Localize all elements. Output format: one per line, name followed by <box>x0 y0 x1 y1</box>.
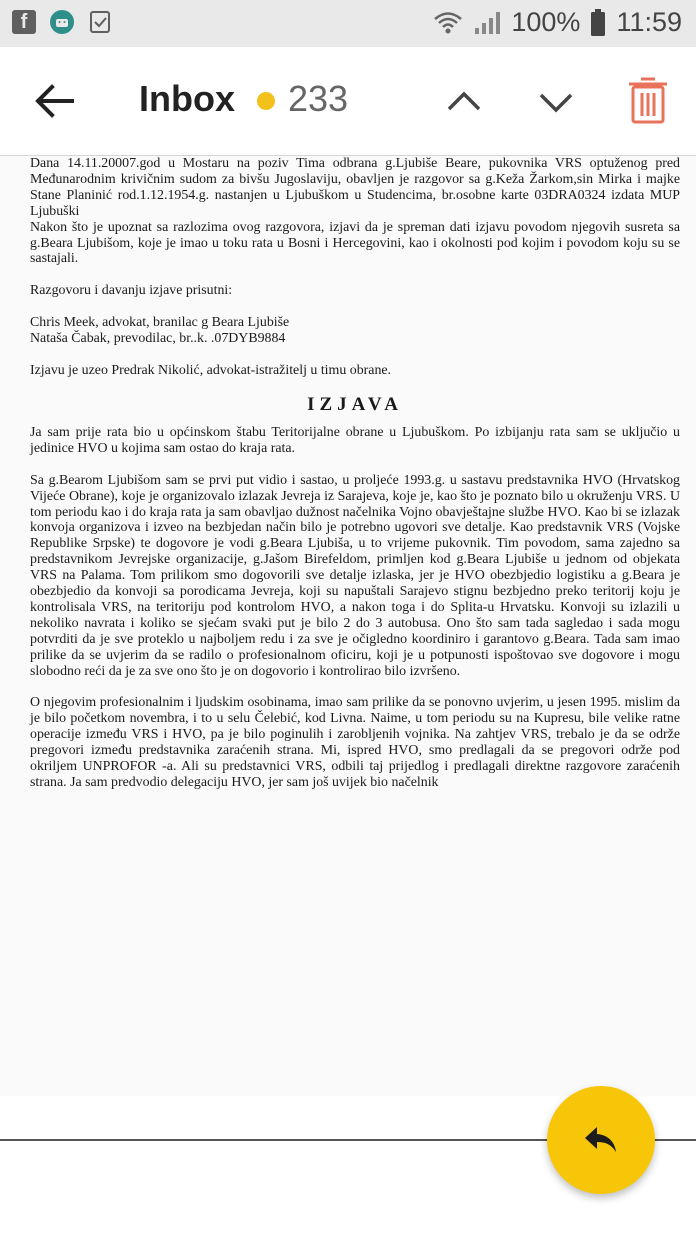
checkbox-icon <box>88 10 112 34</box>
delete-trash-icon[interactable] <box>626 75 670 125</box>
wifi-icon <box>433 10 463 36</box>
signal-icon <box>473 10 501 36</box>
notification-icons <box>12 10 112 34</box>
document-page <box>30 156 680 791</box>
body-paragraph: O njegovim profesionalnim i ljudskim osobinama, imao sam prilike da se ponovno uvjerim, u jesen 1995. mislim da je bilo početkom novembra, i to u selu Čelebić, kod Livna. Naime, u tom periodu su na Kupresu, bile velike ratne operacije između VRS i HVO, pa je bilo poginulih i zarobljenih vojnika. Na zahtjev VRS, trebalo je da se održe pregovori između predstavnika zaraćenih strana. Mi, ispred HVO, smo predlagali da se pregovori održe pod okriljem UNPROFOR -a. Ali su predstavnici VRS, odbili taj prijedlog i predlagali direktne razgovore zaraćenih strana. Ja sam predvodio delegaciju HVO, jer sam još uvijek bio načelnik <box>30 695 680 790</box>
present-label: Razgovoru i davanju izjave prisutni: <box>30 283 233 299</box>
attachment-document-view[interactable] <box>0 156 696 1096</box>
reply-icon <box>583 1125 619 1155</box>
back-arrow-icon[interactable] <box>34 83 74 119</box>
battery-icon <box>590 9 606 37</box>
present-person: Nataša Čabak, prevodilac, br..k. .07DYB9884 <box>30 331 286 347</box>
next-message-chevron-down-icon[interactable] <box>538 87 574 117</box>
battery-percent: 100% <box>511 7 581 37</box>
page-title: Inbox <box>139 78 235 119</box>
present-person: Chris Meek, advokat, branilac g Beara Ljubiše <box>30 315 290 331</box>
facebook-icon: f <box>12 10 36 34</box>
android-icon <box>50 10 74 34</box>
intro-paragraph: Nakon što je upoznat sa razlozima ovog razgovora, izjavi da je spreman dati izjavu povodom njegovih susreta sa g.Beara Ljubišom, koje je imao u toku rata u Bosni i Hercegovini, kao i okolnosti pod kojim i povodom koju su se sastajali. <box>30 219 680 267</box>
intro-paragraph: Dana 14.11.20007.god u Mostaru na poziv Tima odbrana g.Ljubiše Beare, pukovnika VRS optuženog pred Međunarodnim krivičnim sudom za bivšu Jugoslaviju, obavljen je razgovor sa g.Keža Žarkom,sin Mirka i majke Stane Planinić rod.1.12.1954.g. nastanjen u Ljubuškom u Studencima, br.osobne karte 03DRA0324 izdata MUP Ljubuški <box>30 156 680 219</box>
status-bar <box>0 0 696 47</box>
body-paragraph: Ja sam prije rata bio u općinskom štabu Teritorijalne obrane u Ljubuškom. Po izbijanju rata sam se uključio u jedinice HVO u kojima sam ostao do kraja rata. <box>30 424 680 456</box>
previous-message-chevron-up-icon[interactable] <box>446 85 482 115</box>
clock: 11:59 <box>616 7 682 37</box>
reply-button[interactable] <box>547 1086 655 1194</box>
taken-by: Izjavu je uzeo Predrak Nikolić, advokat-istražitelj u timu obrane. <box>30 363 392 379</box>
system-status <box>433 7 682 38</box>
unread-count: 233 <box>288 78 349 119</box>
body-paragraph: Sa g.Bearom Ljubišom sam se prvi put vidio i sastao, u proljeće 1993.g. u sastavu predstavnika HVO (Hrvatskog Vijeće Obrane), koje je organizovalo izlazak Jevreja iz Sarajeva, koje je, kao što je poznato bilo u okruženju VRS. U tom periodu kao i do kraja rata ja sam obavljao dužnost načelnika Vojno obavještajne službe HVO. Kao bi se izlazak konvoja organizova i izveo na bezbjedan način bilo je potrebno ugovori sve detalje. Kao predstavnik VRS (Vojske Republike Srpske) te dogovore je vodi g.Beara Ljubiša, u to vrijeme pukovnik. Tim povodom, sama zajedno sa predstavnikom Jevrejske organizacije, g.Jašom Birefeldom, primljen kod g.Beara Ljubiše u jednom od objekata VRS na Palama. Tom prilikom smo dogovorili sve detalje izlaska, jer je HVO obezbjedio logistiku a g.Beara je obezbjedio da konvoji sa porodicama Jevreja, koji su napuštali Sarajevo stignu bezbjedno preko teritorij koju je kontrolisala VRS, na teritoriju pod kontrolom HVO, a nakon toga i do Splita-u Hrvatsku. Konvoji su izlazili u nekoliko navrata i koliko se sjećam svaki put je bilo 2 do 3 autobusa. Ono što sam tada sagledao i sada mogu potvrditi da je sve proteklo u najboljem redu i za sve je očigledno koordiniro i garantovo g.Beara. Tada sam imao prilike da se uvjerim da se radilo o profesionalnom oficiru, koji je u potpunosti ispoštovao sve dogovore i mogu slobodno reći da je za sve ono što je on dogovorio i kontrolirao bilo izvršeno. <box>30 472 680 679</box>
document-heading: IZJAVA <box>307 393 403 415</box>
unread-dot <box>257 92 275 110</box>
app-bar <box>0 47 696 156</box>
